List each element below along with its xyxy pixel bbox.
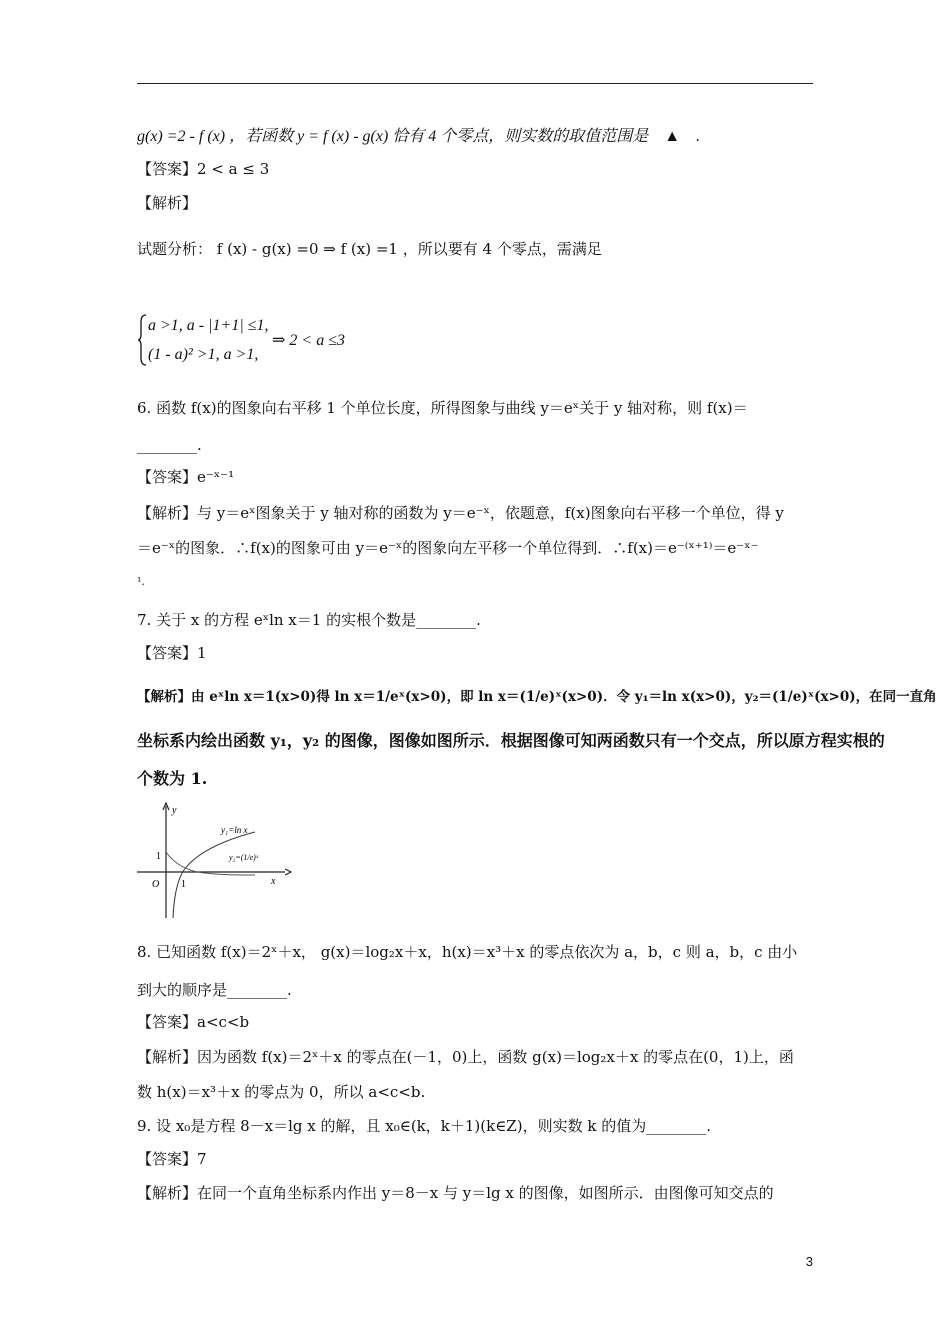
system-conclusion: ⇒ 2 < a ≤3 (272, 332, 345, 349)
answer-7: 【答案】1 (137, 644, 207, 662)
problem-6: 6. 函数 f(x)的图象向右平移 1 个单位长度，所得图象与曲线 y＝eˣ关于 y 轴对称，则 f(x)＝ (137, 399, 748, 417)
problem-8-line-1: 8. 已知函数 f(x)＝2ˣ＋x， g(x)＝log₂x＋x，h(x)＝x³＋x 的零点依次为 a，b，c 则 a，b，c 由小 (137, 943, 798, 961)
analysis-6-line-3: ¹. (137, 575, 145, 588)
analysis-7-line-2: 坐标系内绘出函数 y₁，y₂ 的图像，图像如图所示．根据图像可知两函数只有一个交点，所以原方程实根的 (137, 731, 885, 750)
answer-6: 【答案】e⁻ˣ⁻¹ (137, 468, 235, 486)
curve1-label: y₁=ln x (221, 825, 248, 835)
answer-8: 【答案】a<c<b (137, 1013, 250, 1031)
answer-9: 【答案】7 (137, 1150, 207, 1168)
curve2-label: y₂=(1/e)ˣ (229, 853, 259, 862)
analysis-6-line-1: 【解析】与 y＝eˣ图象关于 y 轴对称的函数为 y＝e⁻ˣ，依题意，f(x)图象向右平移一个单位，得 y (137, 504, 784, 522)
system-line-1: a >1, a - |1+1| ≤1, (148, 317, 269, 334)
header-rule (137, 83, 813, 84)
problem-8-line-2: 到大的顺序是________. (137, 981, 292, 999)
analysis-9-line-1: 【解析】在同一个直角坐标系内作出 y＝8－x 与 y＝lg x 的图像，如图所示．由图像可知交点的 (137, 1184, 774, 1202)
analysis-8-line-2: 数 h(x)＝x³＋x 的零点为 0，所以 a<c<b. (137, 1083, 426, 1101)
system-brace (137, 314, 147, 366)
graph-figure (137, 800, 297, 922)
y-one-label: 1 (156, 851, 161, 862)
analysis-8-line-1: 【解析】因为函数 f(x)＝2ˣ＋x 的零点在(－1，0)上，函数 g(x)＝log₂x＋x 的零点在(0，1)上，函 (137, 1048, 794, 1066)
problem-6-blank: ________. (137, 436, 202, 454)
analysis-7-line-3: 个数为 1. (137, 769, 208, 788)
x-axis-label: x (271, 876, 276, 887)
analysis-5-heading: 【解析】 (137, 194, 198, 212)
analysis-6-line-2: ＝e⁻ˣ的图象．∴f(x)的图象可由 y＝e⁻ˣ的图象向左平移一个单位得到．∴f(x)＝e⁻⁽ˣ⁺¹⁾＝e⁻ˣ⁻ (137, 539, 759, 557)
x-one-label: 1 (181, 879, 186, 890)
x-axis-arrow (285, 869, 291, 875)
answer-5: 【答案】2 < a ≤ 3 (137, 160, 270, 178)
origin-label: O (152, 879, 160, 890)
page-number: 3 (805, 1254, 813, 1269)
problem-7: 7. 关于 x 的方程 eˣln x＝1 的实根个数是________. (137, 611, 481, 629)
problem-9: 9. 设 x₀是方程 8－x＝lg x 的解，且 x₀∈(k，k＋1)(k∈Z)，则实数 k 的值为________. (137, 1117, 711, 1135)
analysis-5-text: 试题分析： f (x) - g(x) =0 ⇒ f (x) =1 ，所以要有 4 个零点，需满足 (137, 240, 602, 258)
problem-5-tail: g(x) =2 - f (x) ，若函数 y = f (x) - g(x) 恰有 4 个零点，则实数的取值范围是 ▲ . (137, 128, 701, 145)
system-line-2: (1 - a)² >1, a >1, (148, 346, 259, 363)
y-axis-label: y (172, 805, 177, 816)
analysis-7-line-1: 【解析】由 eˣln x＝1(x>0)得 ln x＝1/eˣ(x>0)，即 ln x＝(1/e)ˣ(x>0)．令 y₁＝ln x(x>0)，y₂＝(1/e)ˣ(x>0)，在同一直角 (137, 689, 937, 705)
